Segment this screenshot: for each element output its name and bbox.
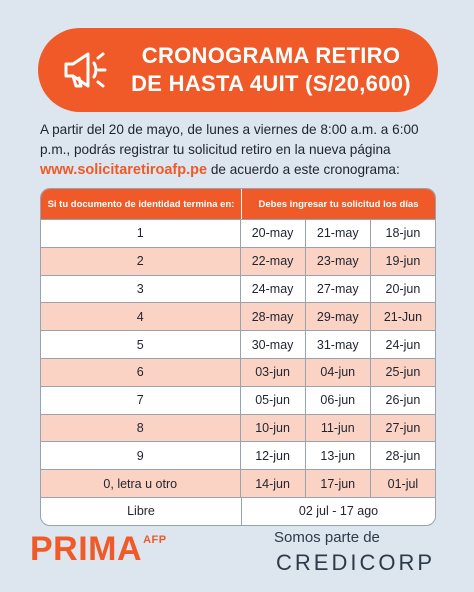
cell-date: 23-may (306, 248, 371, 275)
cell-date: 20-may (241, 220, 306, 247)
cell-doc: 3 (41, 276, 241, 303)
title-banner (38, 28, 438, 112)
cell-date: 28-may (241, 303, 306, 330)
megaphone-icon (62, 48, 108, 92)
banner-title-line2: DE HASTA 4UIT (S/20,600) (131, 71, 411, 96)
cell-date: 19-jun (385, 254, 421, 269)
logo-text: PRIMA (30, 530, 143, 568)
table-row (41, 358, 435, 386)
cell-date: 05-jun (241, 387, 306, 414)
cell-date: 25-jun (385, 365, 421, 380)
cell-doc: 1 (41, 220, 241, 247)
cell-doc: Libre (41, 498, 242, 525)
cell-doc: 0, letra u otro (41, 470, 241, 497)
cell-doc: 7 (41, 387, 241, 414)
table-row-libre (41, 497, 435, 525)
table-row (41, 414, 435, 442)
logo-sup: AFP (143, 534, 167, 546)
cell-date: 28-jun (385, 448, 421, 463)
cell-date: 27-jun (385, 420, 421, 435)
table-row (41, 247, 435, 275)
intro-text: A partir del 20 de mayo, de lunes a viernes de 8:00 a.m. a 6:00 p.m., podrás registrar tu solicitud retiro en la nueva página (40, 122, 419, 157)
intro-paragraph (40, 120, 450, 180)
cell-date: 18-jun (385, 226, 421, 241)
table-row (41, 219, 435, 247)
cell-date: 03-jun (241, 359, 306, 386)
cell-doc: 6 (41, 359, 241, 386)
header-document: Si tu documento de identidad termina en: (41, 189, 242, 219)
cell-date: 29-may (306, 303, 371, 330)
cell-date: 26-jun (385, 393, 421, 408)
cell-date: 22-may (241, 248, 306, 275)
cell-date: 17-jun (306, 470, 371, 497)
cell-date: 14-jun (241, 470, 306, 497)
cell-date: 30-may (241, 331, 306, 358)
schedule-table (40, 188, 436, 526)
table-row (41, 275, 435, 303)
banner-title (122, 42, 420, 98)
cell-date: 01-jul (387, 476, 419, 491)
prima-afp-logo (30, 530, 167, 569)
cell-date: 06-jun (306, 387, 371, 414)
credicorp-logo: CREDICORP (276, 550, 436, 575)
cell-doc: 5 (41, 331, 241, 358)
banner-title-line1: CRONOGRAMA RETIRO (141, 43, 401, 68)
cell-date: 27-may (306, 276, 371, 303)
cell-doc: 2 (41, 248, 241, 275)
cell-range: 02 jul - 17 ago (298, 504, 379, 519)
cell-date: 12-jun (241, 442, 306, 469)
table-header (41, 189, 435, 219)
somos-parte-text: Somos parte de (274, 529, 380, 546)
cell-doc: 8 (41, 415, 241, 442)
cell-date: 04-jun (306, 359, 371, 386)
cell-doc: 4 (41, 303, 241, 330)
cell-date: 21-may (306, 220, 371, 247)
table-row (41, 469, 435, 497)
cell-date: 11-jun (306, 415, 371, 442)
cell-date: 24-jun (385, 337, 421, 352)
cell-date: 10-jun (241, 415, 306, 442)
intro-text-end: de acuerdo a este cronograma: (210, 162, 400, 177)
cell-date: 20-jun (385, 281, 421, 296)
cell-date: 21-Jun (383, 309, 423, 324)
table-row (41, 386, 435, 414)
cell-date: 31-may (306, 331, 371, 358)
header-dates: Debes ingresar tu solicitud los días (258, 198, 419, 210)
cell-doc: 9 (41, 442, 241, 469)
table-row (41, 441, 435, 469)
cell-date: 13-jun (306, 442, 371, 469)
website-link[interactable]: www.solicitaretiroafp.pe (40, 162, 208, 178)
table-row (41, 302, 435, 330)
cell-date: 24-may (241, 276, 306, 303)
table-row (41, 330, 435, 358)
